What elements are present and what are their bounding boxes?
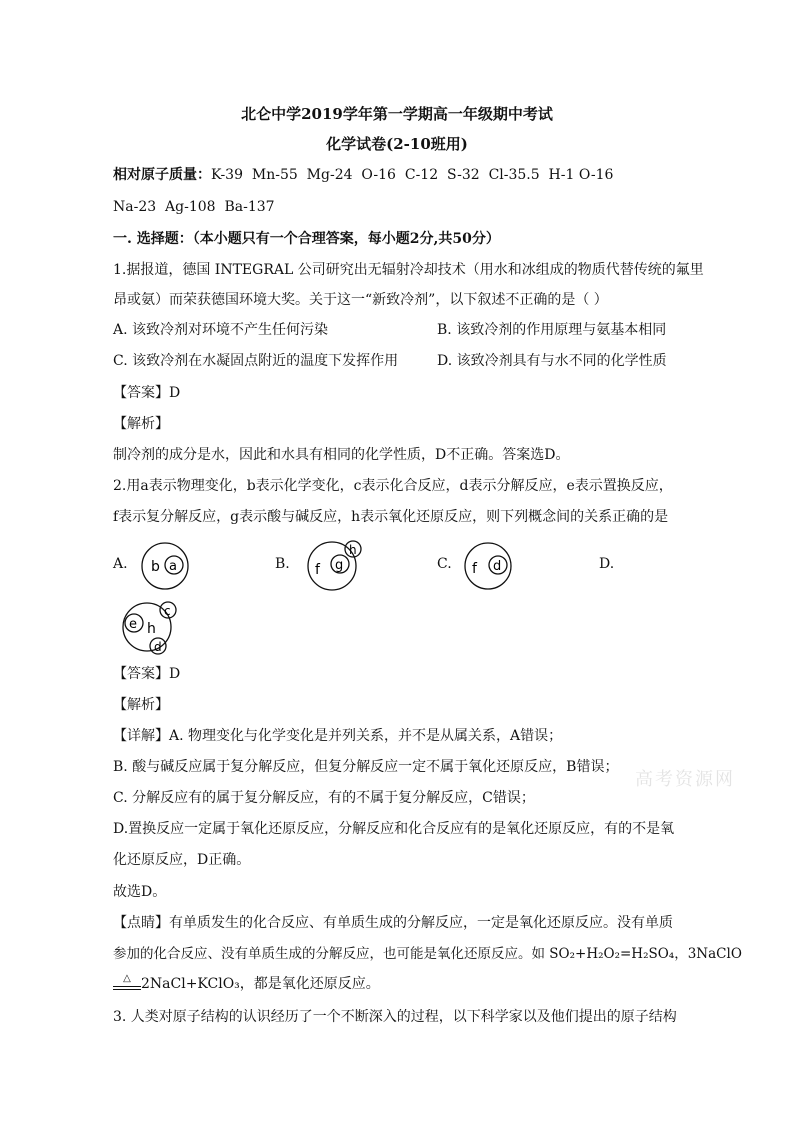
q3-stem-line1: 3. 人类对原子结构的认识经历了一个不断深入的过程，以下科学家以及他们提出的原子结构 — [113, 1009, 677, 1025]
q2-stem-line2: f表示复分解反应，g表示酸与碱反应，h表示氧化还原反应，则下列概念间的关系正确的是 — [113, 509, 669, 525]
atomic-mass-values: K-39 Mn-55 Mg-24 O-16 C-12 S-32 Cl-35.5 H-1 O-16 — [211, 167, 614, 183]
q2-diagram-a — [140, 540, 190, 592]
heat-symbol: △ — [123, 973, 131, 984]
q2-detail-line1: 【详解】A. 物理变化与化学变化是并列关系，并不是从属关系，A错误； — [113, 728, 563, 744]
atomic-mass-line1 — [113, 165, 613, 185]
q2-point-line3-text: 2NaCl+KClO₃，都是氧化还原反应。 — [141, 976, 380, 992]
letter-g: g — [335, 558, 344, 573]
watermark: 高考资源网 — [635, 769, 735, 790]
q2-analysis-label: 【解析】 — [113, 697, 169, 713]
section-heading: 一. 选择题：（本小题只有一个合理答案，每小题2分,共50分） — [113, 231, 500, 247]
q1-answer: 【答案】D — [113, 385, 181, 401]
q2-option-d-label: D. — [599, 556, 615, 572]
q2-option-a-label: A. — [113, 556, 128, 572]
q1-analysis-label: 【解析】 — [113, 416, 169, 432]
q2-option-b-label: B. — [275, 556, 290, 572]
letter-a: a — [169, 559, 177, 574]
letter-c: c — [164, 604, 171, 618]
q1-option-a: A. 该致冷剂对环境不产生任何污染 — [113, 322, 329, 338]
q2-stem-line1: 2.用a表示物理变化，b表示化学变化，c表示化合反应，d表示分解反应，e表示置换反应， — [113, 478, 673, 494]
q2-option-c-label: C. — [437, 556, 452, 572]
atomic-mass-line2: Na-23 Ag-108 Ba-137 — [113, 199, 275, 215]
letter-f2: f — [472, 561, 477, 577]
q2-conclusion: 故选D。 — [113, 884, 167, 900]
q2-detail-line2: B. 酸与碱反应属于复分解反应，但复分解反应一定不属于氧化还原反应，B错误； — [113, 759, 619, 775]
letter-d: d — [493, 559, 502, 574]
q2-answer: 【答案】D — [113, 666, 181, 682]
letter-f: f — [315, 562, 320, 578]
q2-diagram-d — [116, 597, 182, 657]
exam-subtitle: 化学试卷(2-10班用) — [326, 135, 468, 153]
letter-e: e — [129, 617, 137, 632]
q1-stem-line2: 昂或氨）而荣获德国环境大奖。关于这一“新致冷剂”，以下叙述不正确的是（ ） — [113, 292, 608, 308]
exam-title: 北仑中学2019学年第一学期高一年级期中考试 — [241, 105, 553, 123]
q2-detail-line5: 化还原反应，D正确。 — [113, 852, 251, 868]
letter-h: h — [349, 543, 357, 557]
letter-h2: h — [147, 621, 156, 637]
q2-point-line1: 【点睛】有单质发生的化合反应、有单质生成的分解反应，一定是氧化还原反应。没有单质 — [113, 915, 673, 931]
q1-option-c: C. 该致冷剂在水凝固点附近的温度下发挥作用 — [113, 353, 399, 369]
q2-detail-line4: D.置换反应一定属于氧化还原反应，分解反应和化合反应有的是氧化还原反应，有的不是氧 — [113, 821, 675, 837]
letter-b: b — [151, 559, 160, 575]
q1-stem-line1: 1.据报道，德国 INTEGRAL 公司研究出无辐射冷却技术（用水和冰组成的物质代替传统的氟里 — [113, 262, 704, 278]
q2-detail-line3: C. 分解反应有的属于复分解反应，有的不属于复分解反应，C错误； — [113, 790, 535, 806]
q2-diagram-b — [305, 535, 367, 593]
letter-d2: d — [154, 640, 162, 654]
q1-analysis: 制冷剂的成分是水，因此和水具有相同的化学性质，D不正确。答案选D。 — [113, 447, 570, 463]
q1-option-d: D. 该致冷剂具有与水不同的化学性质 — [437, 353, 667, 369]
q2-diagram-c — [462, 540, 514, 592]
q2-point-line3 — [113, 974, 380, 994]
q1-option-b: B. 该致冷剂的作用原理与氨基本相同 — [437, 322, 667, 338]
q2-point-line2: 参加的化合反应、没有单质生成的分解反应，也可能是氧化还原反应。如 SO₂+H₂O₂=H₂SO₄，3NaClO — [113, 946, 742, 962]
atomic-mass-label: 相对原子质量： — [113, 167, 211, 183]
heat-condition-arrow — [113, 974, 141, 990]
